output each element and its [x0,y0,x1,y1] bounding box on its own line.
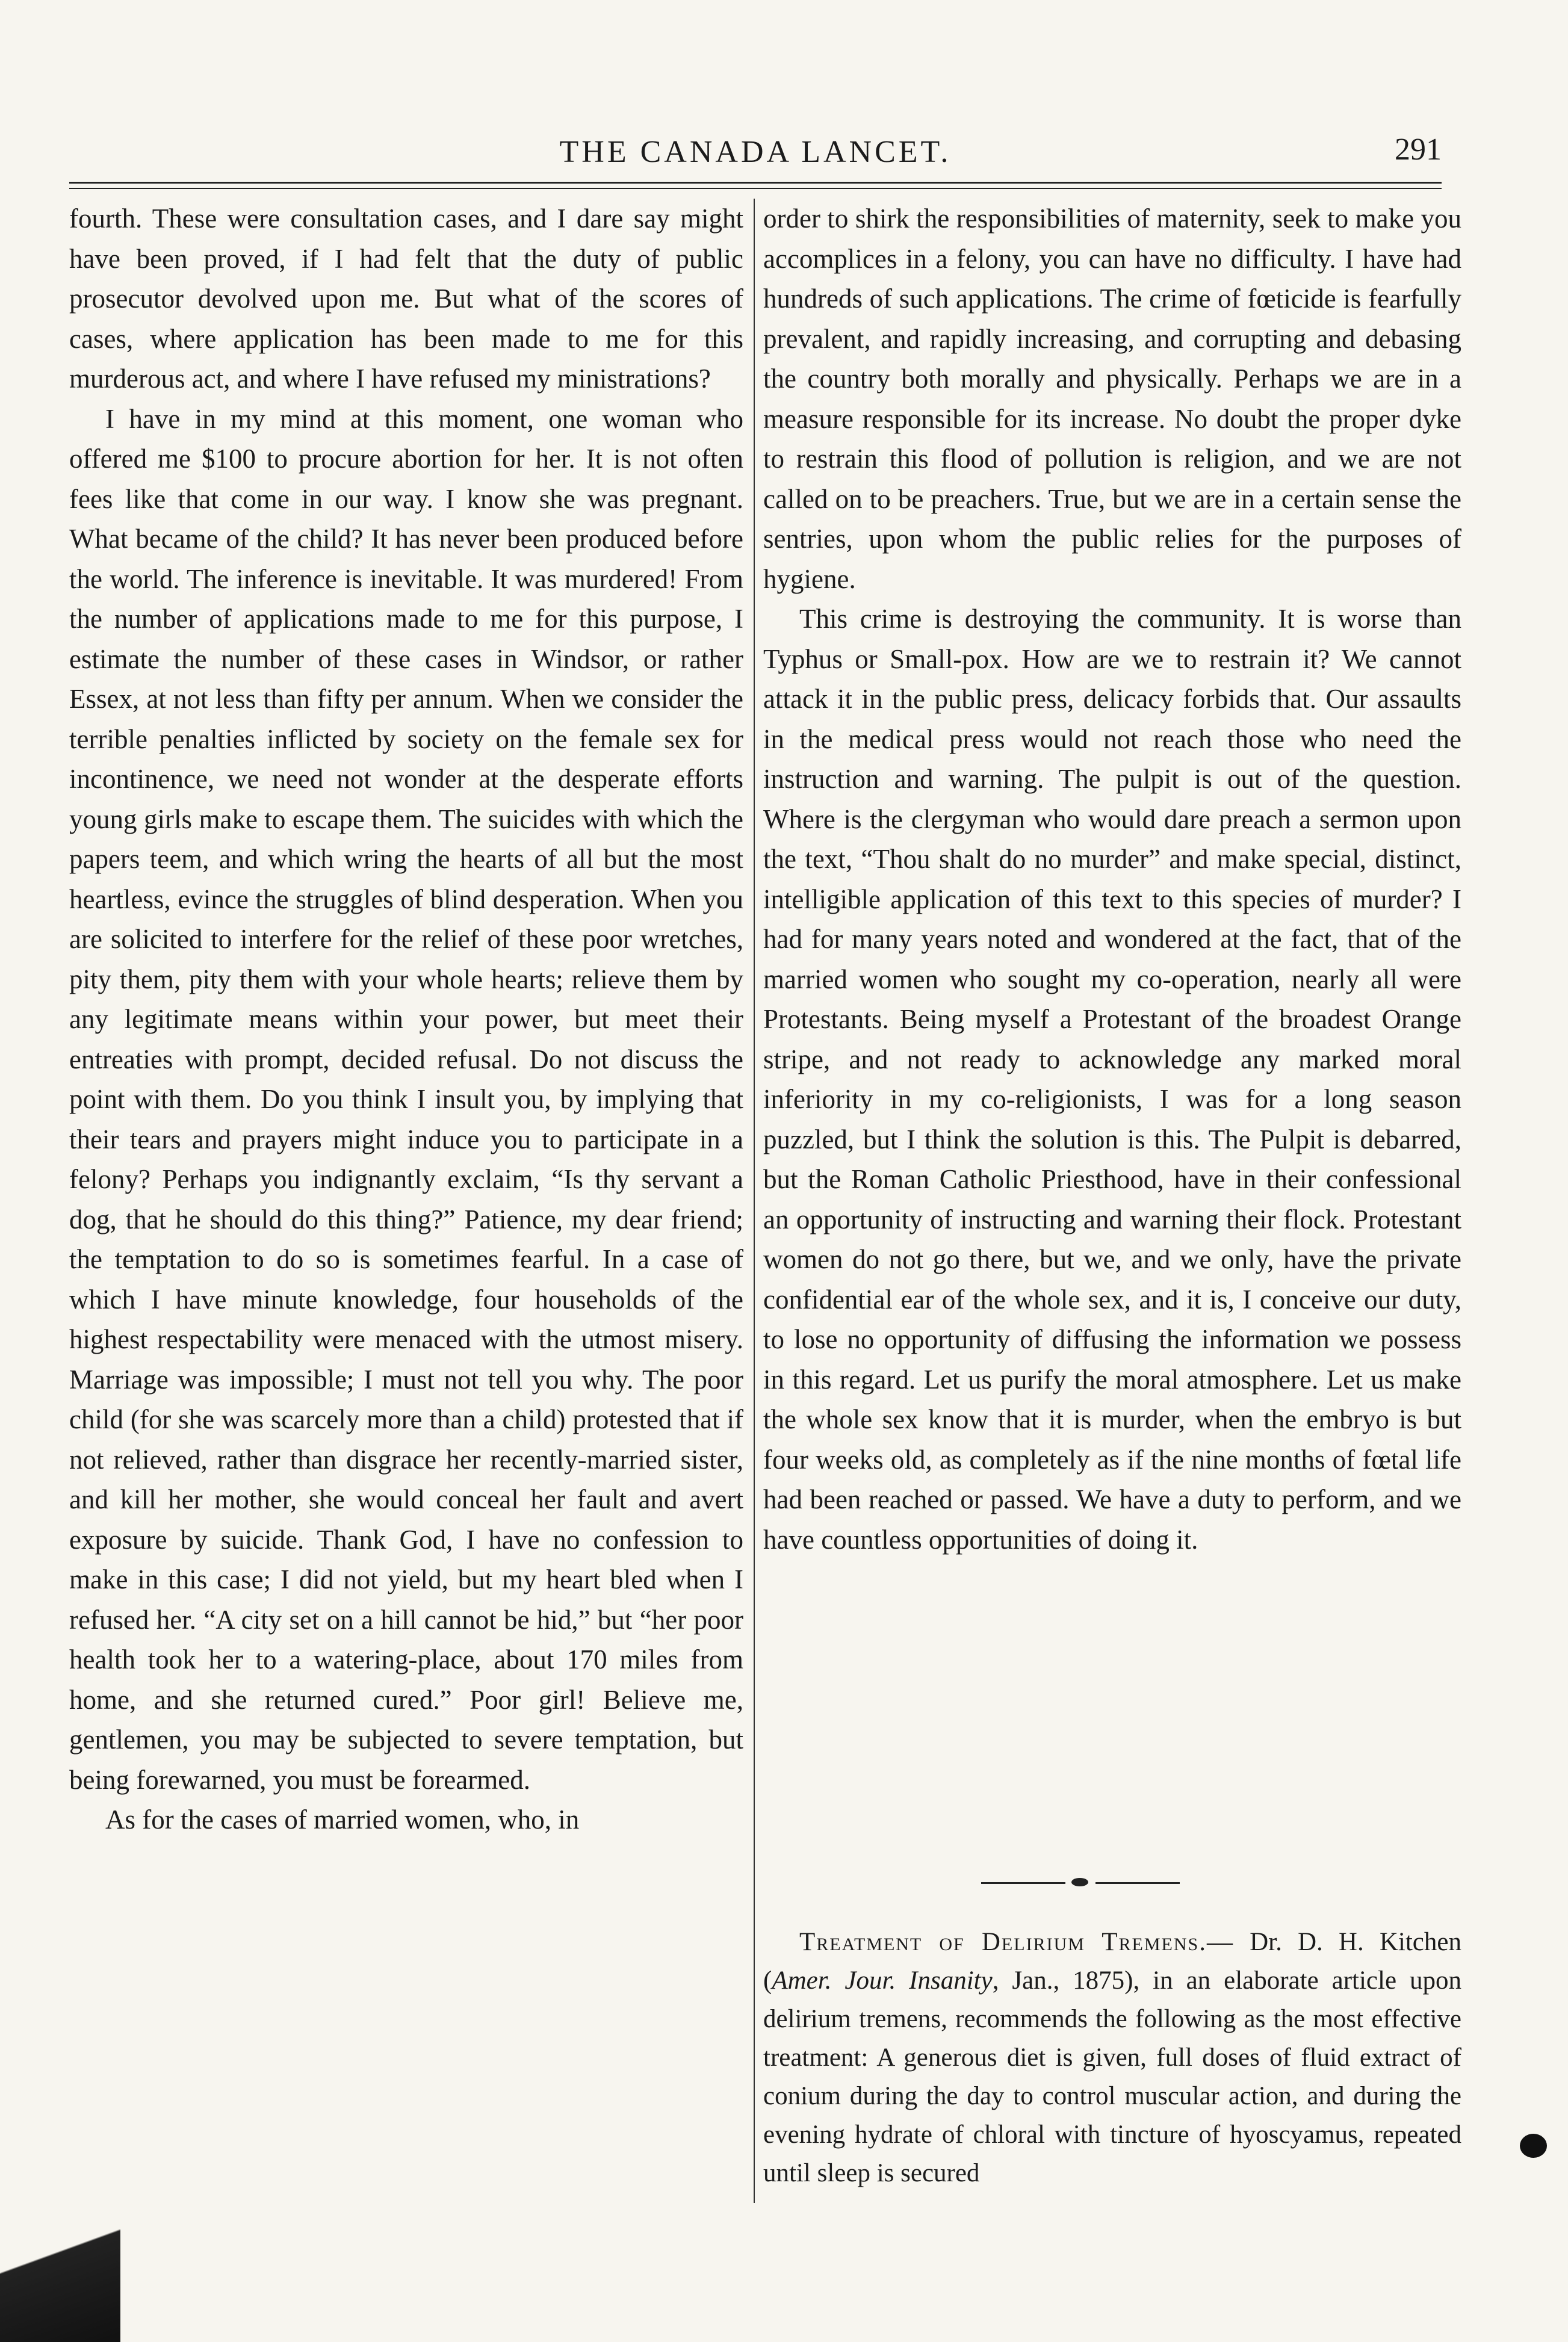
ornament-line-left [981,1882,1065,1884]
ornament-line-right [1095,1882,1180,1884]
paragraph: fourth. These were consultation cases, and I dare say might have been proved, if I had felt that the duty of public prosecutor devolved upon me. But what of the scores of cases, where application has been made to me for this murderous act, and where I have refused my ministrations? [69,203,743,394]
section-heading: Treatment of Delirium Tremens.— [799,1928,1234,1956]
section-date: , Jan., 1875 [992,1966,1125,1995]
ornament-center [1071,1878,1088,1886]
page-header [69,123,1442,184]
section-divider-ornament [981,1877,1180,1889]
paragraph: I have in my mind at this moment, one woman who offered me $100 to procure abortion for her. It is not often fees like that come in our way. I know she was pregnant. What became of the child? It has never been produced before the world. The inference is inevitable. It was murdered! From the number of applications made to me for this purpose, I estimate the number of these cases in Windsor, or rather Essex, at not less than fifty per annum. When we consider the terrible penalties inflicted by society on the female sex for incontinence, we need not wonder at the desperate efforts young girls make to escape them. The suicides with which the papers teem, and which wring the hearts of all but the most heartless, evince the struggles of blind desperation. When you are solicited to interfere for the relief of these poor wretches, pity them, pity them with your whole hearts; relieve them by any legitimate means within your power, but meet their entreaties with prompt, decided refusal. Do not discuss the point with them. Do you think I insult you, by implying that their tears and prayers might induce you to participate in a felony? Perhaps you indignantly exclaim, “Is thy servant a dog, that he should do this thing?” Patience, my dear friend; the temptation to do so is sometimes fearful. In a case of which I have minute knowledge, four households of the highest respectability were menaced with the utmost misery. Marriage was impossible; I must not tell you why. The poor child (for she was scarcely more than a child) protested that if not relieved, rather than disgrace her recently-married sister, and kill her mother, she would conceal her fault and avert exposure by suicide. Thank God, I have no confession to make in this case; I did not yield, but my heart bled when I refused her. “A city set on a hill cannot be hid,” but “her poor health took her to a watering-place, about 170 miles from home, and she returned cured.” Poor girl! Believe me, gentlemen, you may be subjected to severe temptation, but being forewarned, you must be forearmed. [69,403,743,1795]
left-column [69,199,743,2203]
section-paragraph [763,1923,1461,2193]
ink-blot [1520,2134,1547,2158]
column-divider [754,199,755,2203]
paragraph: As for the cases of married women, who, in [105,1805,580,1835]
section-journal: Amer. Jour. Insanity [772,1966,993,1995]
binding-shadow [0,2197,120,2342]
paragraph: order to shirk the responsibilities of maternity, seek to make you accomplices in a felony, you can have no difficulty. I have had hundreds of such applications. The crime of fœticide is fearfully prevalent, and rapidly increasing, and corrupting and debasing the country both morally and physically. Perhaps we are in a measure responsible for its increase. No doubt the proper dyke to restrain this flood of pollution is religion, and we are not called on to be preachers. True, but we are in a certain sense the sentries, upon whom the public relies for the purposes of hygiene. [763,203,1461,594]
running-title: THE CANADA LANCET. [559,135,952,169]
header-rule [69,182,1442,184]
page-number: 291 [1395,132,1442,167]
right-column [763,199,1461,2203]
delirium-tremens-section [763,1923,1461,2193]
paragraph: This crime is destroying the community. It is worse than Typhus or Small-pox. How are we to restrain it? We cannot attack it in the public press, delicacy forbids that. Our assaults in the medical press would not reach those who need the instruction and warning. The pulpit is out of the question. Where is the clergyman who would dare preach a sermon upon the text, “Thou shalt do no murder” and make special, distinct, intelligible application of this text to this species of murder? I had for many years noted and wondered at the fact, that of the married women who sought my co-operation, nearly all were Protestants. Being myself a Protestant of the broadest Orange stripe, and not ready to acknowledge any marked moral inferiority in my co-religionists, I was for a long season puzzled, but I think the solution is this. The Pulpit is debarred, but the Roman Catholic Priesthood, have in their confessional an opportunity of instructing and warning their flock. Protestant women do not go there, but we, and we only, have the private confidential ear of the whole sex, and it is, I conceive our duty, to lose no opportunity of diffusing the information we possess in this regard. Let us purify the moral atmosphere. Let us make the whole sex know that it is murder, when the embryo is but four weeks old, as completely as if the nine months of fœtal life had been reached or passed. We have a duty to perform, and we have countless opportunities of doing it. [763,604,1461,1555]
section-body: ), in an elaborate article upon delirium tremens, recommends the following as the most effective treatment: A generous diet is given, full doses of fluid extract of conium during the day to control muscular action, and during the evening hydrate of chloral with tincture of hyoscyamus, repeated until sleep is secured [763,1966,1461,2187]
section-author: Dr. D. H. Kitchen ( [763,1928,1461,1995]
header-rule-thin [69,188,1442,189]
